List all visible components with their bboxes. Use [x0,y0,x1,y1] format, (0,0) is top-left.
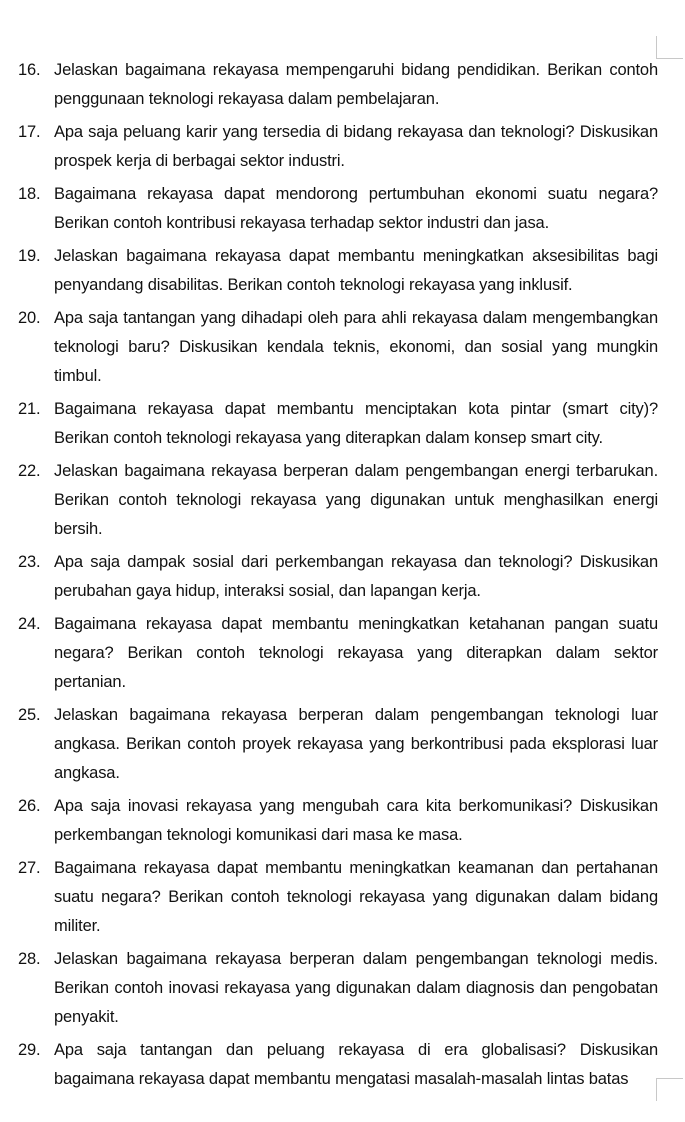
question-number: 27. [18,859,41,877]
question-number: 17. [18,123,41,141]
question-item [18,242,658,300]
question-text: Jelaskan bagaimana rekayasa dapat membantu meningkatkan aksesibilitas bagi penyandang disabilitas. Berikan contoh teknologi rekayasa yang inklusif. [54,247,658,294]
question-item [18,118,658,176]
question-text: Apa saja dampak sosial dari perkembangan rekayasa dan teknologi? Diskusikan perubahan gaya hidup, interaksi sosial, dan lapangan kerja. [54,553,658,600]
question-item [18,610,658,697]
question-number: 26. [18,797,41,815]
question-number: 24. [18,615,41,633]
question-item [18,854,658,941]
question-number: 29. [18,1041,41,1059]
crop-mark-top [656,36,683,59]
question-number: 21. [18,400,41,418]
question-text: Bagaimana rekayasa dapat membantu meningkatkan keamanan dan pertahanan suatu negara? Berikan contoh teknologi rekayasa yang digunakan dalam bidang militer. [54,859,658,935]
question-item [18,792,658,850]
question-list [18,56,658,1098]
question-text: Bagaimana rekayasa dapat membantu menciptakan kota pintar (smart city)? Berikan contoh teknologi rekayasa yang diterapkan dalam konsep smart city. [54,400,658,447]
question-text: Jelaskan bagaimana rekayasa berperan dalam pengembangan teknologi medis. Berikan contoh inovasi rekayasa yang digunakan dalam diagnosis dan pengobatan penyakit. [54,950,658,1026]
question-item [18,1036,658,1094]
question-text: Jelaskan bagaimana rekayasa berperan dalam pengembangan teknologi luar angkasa. Berikan contoh proyek rekayasa yang berkontribusi pada eksplorasi luar angkasa. [54,706,658,782]
question-number: 25. [18,706,41,724]
question-text: Jelaskan bagaimana rekayasa berperan dalam pengembangan energi terbarukan. Berikan contoh teknologi rekayasa yang digunakan untuk menghasilkan energi bersih. [54,462,658,538]
question-number: 18. [18,185,41,203]
question-text: Apa saja inovasi rekayasa yang mengubah cara kita berkomunikasi? Diskusikan perkembangan teknologi komunikasi dari masa ke masa. [54,797,658,844]
crop-mark-bottom [656,1078,683,1101]
question-item [18,945,658,1032]
question-item [18,548,658,606]
question-text: Apa saja peluang karir yang tersedia di bidang rekayasa dan teknologi? Diskusikan prospek kerja di berbagai sektor industri. [54,123,658,170]
question-number: 22. [18,462,41,480]
question-item [18,56,658,114]
question-text: Apa saja tantangan yang dihadapi oleh para ahli rekayasa dalam mengembangkan teknologi baru? Diskusikan kendala teknis, ekonomi, dan sosial yang mungkin timbul. [54,309,658,385]
question-text: Bagaimana rekayasa dapat mendorong pertumbuhan ekonomi suatu negara? Berikan contoh kontribusi rekayasa terhadap sektor industri dan jasa. [54,185,658,232]
question-text: Apa saja tantangan dan peluang rekayasa di era globalisasi? Diskusikan bagaimana rekayasa dapat membantu mengatasi masalah-masalah lintas batas [54,1041,658,1088]
question-text: Bagaimana rekayasa dapat membantu meningkatkan ketahanan pangan suatu negara? Berikan contoh teknologi rekayasa yang diterapkan dalam sektor pertanian. [54,615,658,691]
question-item [18,457,658,544]
question-text: Jelaskan bagaimana rekayasa mempengaruhi bidang pendidikan. Berikan contoh penggunaan teknologi rekayasa dalam pembelajaran. [54,61,658,108]
question-number: 16. [18,61,41,79]
question-number: 20. [18,309,41,327]
question-item [18,701,658,788]
question-item [18,304,658,391]
question-item [18,180,658,238]
question-number: 19. [18,247,41,265]
question-number: 23. [18,553,41,571]
question-item [18,395,658,453]
question-number: 28. [18,950,41,968]
